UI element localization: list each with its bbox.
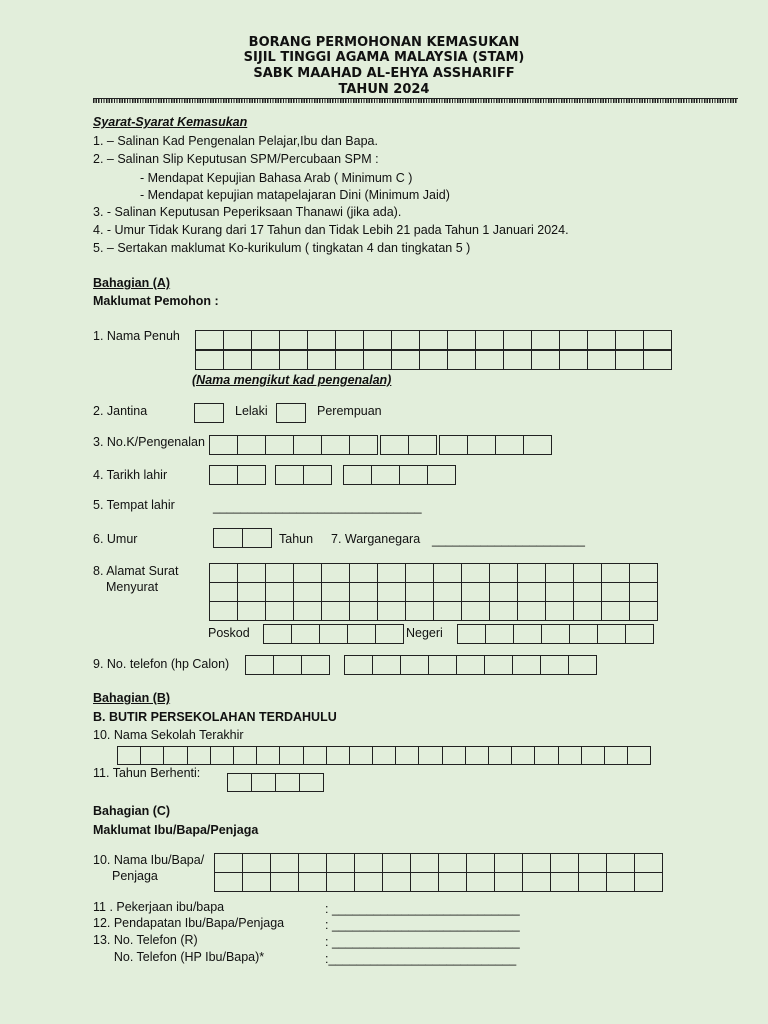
input-box[interactable] xyxy=(187,746,211,765)
input-box[interactable] xyxy=(461,601,490,621)
input-box[interactable] xyxy=(321,563,350,583)
input-box[interactable] xyxy=(237,465,266,485)
input-box[interactable] xyxy=(233,746,257,765)
parent-name-row1-boxes[interactable] xyxy=(214,853,663,873)
input-box[interactable] xyxy=(522,872,551,892)
input-box[interactable] xyxy=(382,853,411,873)
input-box[interactable] xyxy=(326,853,355,873)
input-box[interactable] xyxy=(377,601,406,621)
full-name-row1-boxes[interactable] xyxy=(195,330,672,351)
input-box[interactable] xyxy=(522,853,551,873)
input-box[interactable] xyxy=(265,582,294,602)
input-box[interactable] xyxy=(195,330,224,351)
input-box[interactable] xyxy=(558,746,582,765)
input-box[interactable] xyxy=(349,563,378,583)
form-title-line4: TAHUN 2024 xyxy=(338,82,430,97)
female-label: Perempuan xyxy=(317,404,382,418)
input-box[interactable] xyxy=(298,872,327,892)
input-box[interactable] xyxy=(418,746,442,765)
pob-label: 5. Tempat lahir xyxy=(93,498,175,512)
full-name-row2-boxes[interactable] xyxy=(195,349,672,370)
postcode-boxes[interactable] xyxy=(263,624,404,644)
requirement-item: 5. – Sertakan maklumat Ko-kurikulum ( tingkatan 4 dan tingkatan 5 ) xyxy=(93,241,471,255)
home-phone-line[interactable]: : ___________________________ xyxy=(325,935,520,949)
male-checkbox[interactable] xyxy=(194,403,224,423)
state-boxes[interactable] xyxy=(457,624,654,644)
input-box[interactable] xyxy=(382,872,411,892)
input-box[interactable] xyxy=(321,582,350,602)
input-box[interactable] xyxy=(279,330,308,351)
phone-prefix-boxes[interactable] xyxy=(245,655,330,675)
input-box[interactable] xyxy=(573,601,602,621)
school-boxes[interactable] xyxy=(117,746,651,765)
citizenship-label: 7. Warganegara xyxy=(331,532,421,546)
dob-day-boxes[interactable] xyxy=(209,465,266,485)
dob-year-boxes[interactable] xyxy=(343,465,456,485)
input-box[interactable] xyxy=(601,563,630,583)
input-box[interactable] xyxy=(405,563,434,583)
input-box[interactable] xyxy=(410,853,439,873)
input-box[interactable] xyxy=(457,624,486,644)
input-box[interactable] xyxy=(210,746,234,765)
input-box[interactable] xyxy=(495,435,524,455)
input-box[interactable] xyxy=(391,349,420,370)
input-box[interactable] xyxy=(372,655,401,675)
input-box[interactable] xyxy=(265,563,294,583)
input-box[interactable] xyxy=(400,655,429,675)
input-box[interactable] xyxy=(251,330,280,351)
input-box[interactable] xyxy=(354,853,383,873)
input-box[interactable] xyxy=(489,582,518,602)
input-box[interactable] xyxy=(209,435,238,455)
input-box[interactable] xyxy=(163,746,187,765)
phone-label: 9. No. telefon (hp Calon) xyxy=(93,657,230,671)
input-box[interactable] xyxy=(395,746,419,765)
input-box[interactable] xyxy=(433,582,462,602)
income-label: 12. Pendapatan Ibu/Bapa/Penjaga xyxy=(93,916,285,930)
input-box[interactable] xyxy=(372,746,396,765)
input-box[interactable] xyxy=(354,872,383,892)
input-box[interactable] xyxy=(489,601,518,621)
input-box[interactable] xyxy=(439,435,468,455)
input-box[interactable] xyxy=(597,624,626,644)
form-title-line3: SABK MAAHAD AL-EHYA ASSHARIFF xyxy=(253,66,515,81)
input-box[interactable] xyxy=(307,330,336,351)
input-box[interactable] xyxy=(293,563,322,583)
input-box[interactable] xyxy=(569,624,598,644)
section-c-subheading: Maklumat Ibu/Bapa/Penjaga xyxy=(93,823,259,837)
input-box[interactable] xyxy=(251,773,276,792)
input-box[interactable] xyxy=(265,435,294,455)
address-row2-boxes[interactable] xyxy=(209,582,658,602)
year-stop-boxes[interactable] xyxy=(227,773,324,792)
input-box[interactable] xyxy=(601,601,630,621)
input-box[interactable] xyxy=(391,330,420,351)
male-label: Lelaki xyxy=(235,404,268,418)
input-box[interactable] xyxy=(349,746,373,765)
address-row3-boxes[interactable] xyxy=(209,601,658,621)
input-box[interactable] xyxy=(140,746,164,765)
input-box[interactable] xyxy=(291,624,320,644)
input-box[interactable] xyxy=(634,872,663,892)
input-box[interactable] xyxy=(237,601,266,621)
input-box[interactable] xyxy=(326,746,350,765)
address-row1-boxes[interactable] xyxy=(209,563,658,583)
input-box[interactable] xyxy=(242,853,271,873)
input-box[interactable] xyxy=(214,872,243,892)
input-box[interactable] xyxy=(298,853,327,873)
input-box[interactable] xyxy=(433,563,462,583)
input-box[interactable] xyxy=(604,746,628,765)
years-label: Tahun xyxy=(279,532,314,546)
state-label: Negeri xyxy=(406,626,443,640)
input-box[interactable] xyxy=(279,349,308,370)
input-box[interactable] xyxy=(475,330,504,351)
input-box[interactable] xyxy=(270,853,299,873)
input-box[interactable] xyxy=(489,563,518,583)
input-box[interactable] xyxy=(545,582,574,602)
requirement-item: 2. – Salinan Slip Keputusan SPM/Percubaan SPM : xyxy=(93,152,379,166)
input-box[interactable] xyxy=(534,746,558,765)
input-box[interactable] xyxy=(275,465,304,485)
parent-name-label: 10. Nama Ibu/Bapa/ xyxy=(93,853,205,867)
input-box[interactable] xyxy=(513,624,542,644)
input-box[interactable] xyxy=(531,330,560,351)
input-box[interactable] xyxy=(335,349,364,370)
form-title-line1: BORANG PERMOHONAN KEMASUKAN xyxy=(248,35,520,50)
input-box[interactable] xyxy=(265,601,294,621)
input-box[interactable] xyxy=(399,465,428,485)
input-box[interactable] xyxy=(380,435,409,455)
requirement-item: 3. - Salinan Keputusan Peperiksaan Thanawi (jika ada). xyxy=(93,205,402,219)
input-box[interactable] xyxy=(343,465,372,485)
input-box[interactable] xyxy=(279,746,303,765)
input-box[interactable] xyxy=(275,773,300,792)
input-box[interactable] xyxy=(643,330,672,351)
input-box[interactable] xyxy=(511,746,535,765)
input-box[interactable] xyxy=(237,435,266,455)
input-box[interactable] xyxy=(587,330,616,351)
parent-mobile-line[interactable]: :___________________________ xyxy=(325,952,517,966)
input-box[interactable] xyxy=(427,465,456,485)
input-box[interactable] xyxy=(438,872,467,892)
address-label-2: Menyurat xyxy=(106,580,159,594)
input-box[interactable] xyxy=(494,872,523,892)
input-box[interactable] xyxy=(629,601,658,621)
ic-label: 3. No.K/Pengenalan xyxy=(93,435,205,449)
requirement-item: 1. – Salinan Kad Pengenalan Pelajar,Ibu dan Bapa. xyxy=(93,134,378,148)
input-box[interactable] xyxy=(625,624,654,644)
phone-number-boxes[interactable] xyxy=(344,655,597,675)
input-box[interactable] xyxy=(237,563,266,583)
address-label: 8. Alamat Surat xyxy=(93,564,179,578)
input-box[interactable] xyxy=(245,655,274,675)
dob-month-boxes[interactable] xyxy=(275,465,332,485)
parent-mobile-label: No. Telefon (HP Ibu/Bapa)* xyxy=(93,950,265,964)
requirement-subitem: - Mendapat Kepujian Bahasa Arab ( Minimum C ) xyxy=(140,171,413,185)
input-box[interactable] xyxy=(578,853,607,873)
input-box[interactable] xyxy=(484,655,513,675)
requirement-subitem: - Mendapat kepujian matapelajaran Dini (Minimum Jaid) xyxy=(140,188,450,202)
input-box[interactable] xyxy=(438,853,467,873)
input-box[interactable] xyxy=(615,330,644,351)
input-box[interactable] xyxy=(531,349,560,370)
input-box[interactable] xyxy=(194,403,224,423)
input-box[interactable] xyxy=(456,655,485,675)
input-box[interactable] xyxy=(349,435,378,455)
dob-label: 4. Tarikh lahir xyxy=(93,468,168,482)
input-box[interactable] xyxy=(319,624,348,644)
input-box[interactable] xyxy=(256,746,280,765)
input-box[interactable] xyxy=(517,582,546,602)
input-box[interactable] xyxy=(408,435,437,455)
input-box[interactable] xyxy=(540,655,569,675)
input-box[interactable] xyxy=(410,872,439,892)
input-box[interactable] xyxy=(223,330,252,351)
input-box[interactable] xyxy=(629,582,658,602)
input-box[interactable] xyxy=(517,563,546,583)
input-box[interactable] xyxy=(643,349,672,370)
input-box[interactable] xyxy=(568,655,597,675)
input-box[interactable] xyxy=(615,349,644,370)
input-box[interactable] xyxy=(213,528,243,548)
input-box[interactable] xyxy=(377,563,406,583)
input-box[interactable] xyxy=(606,872,635,892)
income-line[interactable]: : ___________________________ xyxy=(325,918,520,932)
input-box[interactable] xyxy=(629,563,658,583)
input-box[interactable] xyxy=(466,872,495,892)
ic-part2-boxes[interactable] xyxy=(380,435,437,455)
citizenship-line[interactable]: ______________________ xyxy=(432,533,585,547)
input-box[interactable] xyxy=(263,624,292,644)
input-box[interactable] xyxy=(321,435,350,455)
section-a-subheading: Maklumat Pemohon : xyxy=(93,294,219,308)
input-box[interactable] xyxy=(550,872,579,892)
input-box[interactable] xyxy=(363,330,392,351)
input-box[interactable] xyxy=(299,773,324,792)
input-box[interactable] xyxy=(447,330,476,351)
age-boxes[interactable] xyxy=(213,528,272,548)
school-label: 10. Nama Sekolah Terakhir xyxy=(93,728,244,742)
input-box[interactable] xyxy=(578,872,607,892)
input-box[interactable] xyxy=(209,582,238,602)
female-checkbox[interactable] xyxy=(276,403,306,423)
input-box[interactable] xyxy=(559,330,588,351)
input-box[interactable] xyxy=(209,563,238,583)
input-box[interactable] xyxy=(503,349,532,370)
occupation-label: 11 . Pekerjaan ibu/bapa xyxy=(93,900,225,914)
input-box[interactable] xyxy=(303,746,327,765)
input-box[interactable] xyxy=(405,601,434,621)
requirement-item: 4. - Umur Tidak Kurang dari 17 Tahun dan Tidak Lebih 21 pada Tahun 1 Januari 2024. xyxy=(93,223,569,237)
input-box[interactable] xyxy=(270,872,299,892)
input-box[interactable] xyxy=(503,330,532,351)
input-box[interactable] xyxy=(485,624,514,644)
input-box[interactable] xyxy=(587,349,616,370)
ic-part3-boxes[interactable] xyxy=(439,435,552,455)
gender-label: 2. Jantina xyxy=(93,404,148,418)
input-box[interactable] xyxy=(573,563,602,583)
input-box[interactable] xyxy=(276,403,306,423)
input-box[interactable] xyxy=(475,349,504,370)
input-box[interactable] xyxy=(303,465,332,485)
requirements-heading: Syarat-Syarat Kemasukan xyxy=(93,115,248,129)
occupation-line[interactable]: : ___________________________ xyxy=(325,902,520,916)
input-box[interactable] xyxy=(223,349,252,370)
input-box[interactable] xyxy=(545,563,574,583)
input-box[interactable] xyxy=(465,746,489,765)
input-box[interactable] xyxy=(559,349,588,370)
input-box[interactable] xyxy=(242,872,271,892)
input-box[interactable] xyxy=(461,582,490,602)
input-box[interactable] xyxy=(301,655,330,675)
header-divider xyxy=(93,98,738,103)
input-box[interactable] xyxy=(209,601,238,621)
input-box[interactable] xyxy=(428,655,457,675)
pob-line[interactable]: ______________________________ xyxy=(213,500,422,514)
input-box[interactable] xyxy=(307,349,336,370)
input-box[interactable] xyxy=(488,746,512,765)
input-box[interactable] xyxy=(375,624,404,644)
postcode-label: Poskod xyxy=(208,626,250,640)
input-box[interactable] xyxy=(377,582,406,602)
section-c-heading: Bahagian (C) xyxy=(93,804,171,818)
form-title-line2: SIJIL TINGGI AGAMA MALAYSIA (STAM) xyxy=(243,50,525,65)
year-stop-label: 11. Tahun Berhenti: xyxy=(93,766,201,780)
input-box[interactable] xyxy=(433,601,462,621)
input-box[interactable] xyxy=(606,853,635,873)
input-box[interactable] xyxy=(293,582,322,602)
input-box[interactable] xyxy=(347,624,376,644)
input-box[interactable] xyxy=(326,872,355,892)
input-box[interactable] xyxy=(494,853,523,873)
input-box[interactable] xyxy=(349,601,378,621)
input-box[interactable] xyxy=(461,563,490,583)
input-box[interactable] xyxy=(467,435,496,455)
section-b-subheading: B. BUTIR PERSEKOLAHAN TERDAHULU xyxy=(93,710,337,724)
input-box[interactable] xyxy=(581,746,605,765)
input-box[interactable] xyxy=(321,601,350,621)
input-box[interactable] xyxy=(335,330,364,351)
input-box[interactable] xyxy=(251,349,280,370)
input-box[interactable] xyxy=(195,349,224,370)
input-box[interactable] xyxy=(517,601,546,621)
section-a-heading: Bahagian (A) xyxy=(93,276,171,290)
input-box[interactable] xyxy=(209,465,238,485)
input-box[interactable] xyxy=(237,582,266,602)
input-box[interactable] xyxy=(550,853,579,873)
input-box[interactable] xyxy=(117,746,141,765)
input-box[interactable] xyxy=(227,773,252,792)
input-box[interactable] xyxy=(442,746,466,765)
input-box[interactable] xyxy=(512,655,541,675)
input-box[interactable] xyxy=(419,330,448,351)
input-box[interactable] xyxy=(627,746,651,765)
input-box[interactable] xyxy=(419,349,448,370)
input-box[interactable] xyxy=(214,853,243,873)
input-box[interactable] xyxy=(242,528,272,548)
input-box[interactable] xyxy=(293,435,322,455)
name-note: (Nama mengikut kad pengenalan) xyxy=(192,373,392,387)
input-box[interactable] xyxy=(349,582,378,602)
input-box[interactable] xyxy=(634,853,663,873)
age-label: 6. Umur xyxy=(93,532,138,546)
input-box[interactable] xyxy=(293,601,322,621)
input-box[interactable] xyxy=(371,465,400,485)
input-box[interactable] xyxy=(363,349,392,370)
input-box[interactable] xyxy=(601,582,630,602)
input-box[interactable] xyxy=(541,624,570,644)
ic-part1-boxes[interactable] xyxy=(209,435,378,455)
input-box[interactable] xyxy=(523,435,552,455)
input-box[interactable] xyxy=(344,655,373,675)
parent-name-label-2: Penjaga xyxy=(112,869,158,883)
input-box[interactable] xyxy=(405,582,434,602)
parent-name-row2-boxes[interactable] xyxy=(214,872,663,892)
full-name-label: 1. Nama Penuh xyxy=(93,329,180,343)
input-box[interactable] xyxy=(447,349,476,370)
input-box[interactable] xyxy=(273,655,302,675)
section-b-heading: Bahagian (B) xyxy=(93,691,171,705)
home-phone-label: 13. No. Telefon (R) xyxy=(93,933,198,947)
input-box[interactable] xyxy=(466,853,495,873)
input-box[interactable] xyxy=(545,601,574,621)
input-box[interactable] xyxy=(573,582,602,602)
